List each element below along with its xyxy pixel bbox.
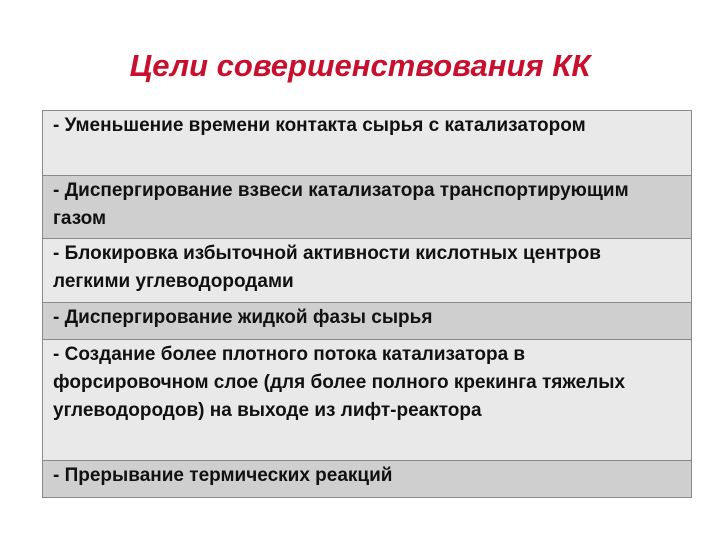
slide-title: Цели совершенствования КК — [129, 48, 591, 83]
goal-row-acid-site-blocking: - Блокировка избыточной активности кислотных центров легкими углеводородами — [43, 239, 691, 303]
goal-row-liquid-dispersion: - Диспергирование жидкой фазы сырья — [43, 303, 691, 340]
goal-row-thermal-reactions: - Прерывание термических реакций — [43, 461, 691, 497]
goal-row-dense-flow: - Создание более плотного потока катализатора в форсировочном слое (для более полного крекинга тяжелых углеводородов) на выходе из лифт-реактора — [43, 340, 691, 461]
goal-row-contact-time: - Уменьшение времени контакта сырья с катализатором — [43, 111, 691, 176]
goals-table — [42, 110, 692, 498]
goal-row-catalyst-dispersion: - Диспергирование взвеси катализатора транспортирующим газом — [43, 176, 691, 239]
